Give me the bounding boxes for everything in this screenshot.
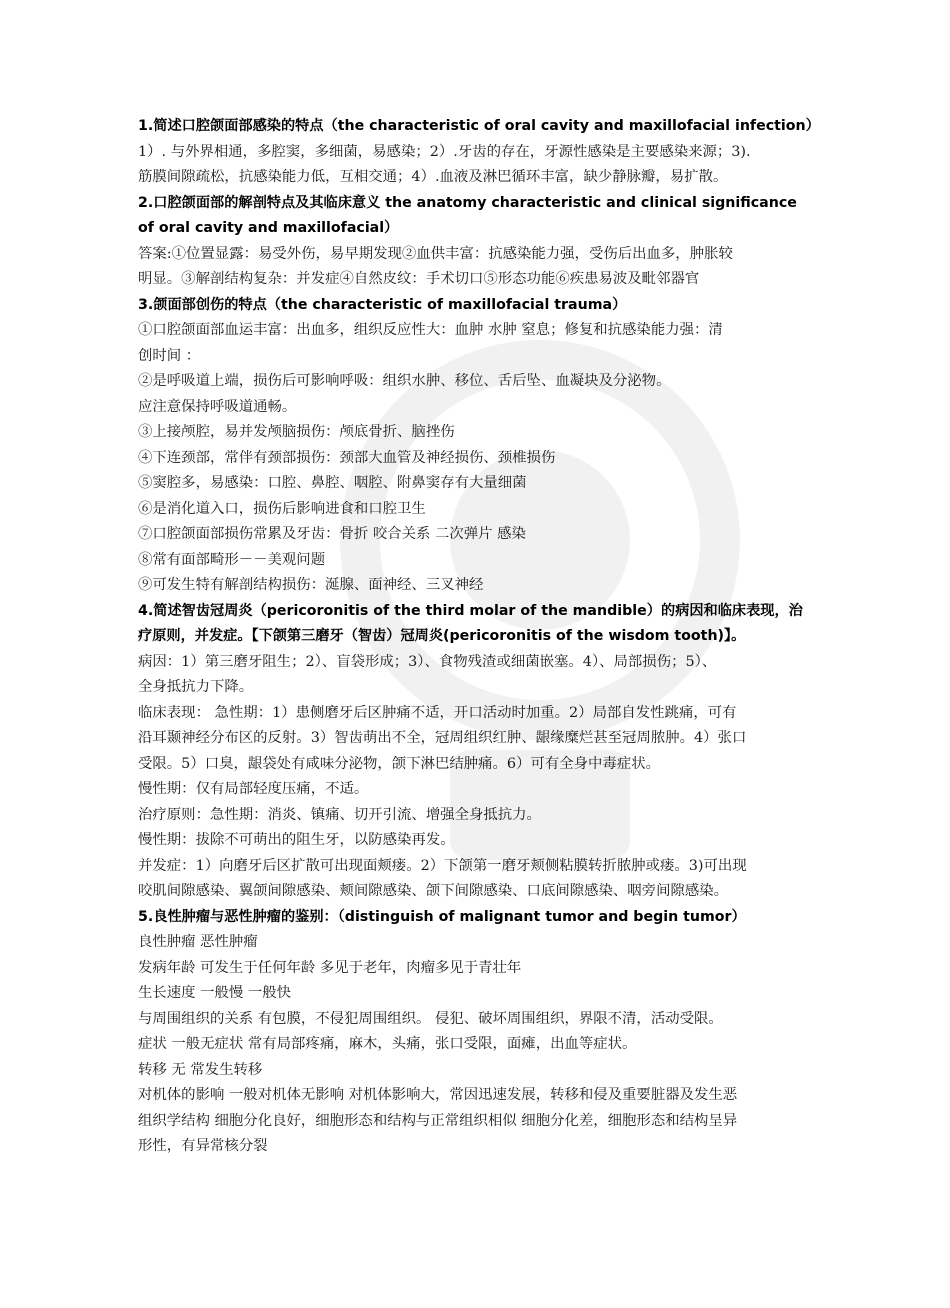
body-text-line: ⑤窦腔多，易感染：口腔、鼻腔、咽腔、附鼻窦存有大量细菌 xyxy=(138,475,527,491)
body-text-line: ⑨可发生特有解剖结构损伤：涎腺、面神经、三叉神经 xyxy=(138,577,484,593)
body-text-line: 症状 一般无症状 常有局部疼痛，麻木，头痛，张口受限，面瘫，出血等症状。 xyxy=(138,1036,637,1052)
body-text-line: 与周围组织的关系 有包膜，不侵犯周围组织。 侵犯、破坏周围组织，界限不清，活动受限。 xyxy=(138,1010,723,1027)
body-text-line: 1）. 与外界相通，多腔窦，多细菌，易感染；2）.牙齿的存在，牙源性感染是主要感染来源；3). xyxy=(138,143,751,160)
body-text-line: 转移 无 常发生转移 xyxy=(138,1061,263,1078)
body-text-line: 良性肿瘤 恶性肿瘤 xyxy=(138,934,258,950)
body-text-line: 创时间 ： xyxy=(138,347,201,364)
section-heading: of oral cavity and maxillofacial） xyxy=(138,220,399,236)
body-text-line: 对机体的影响 一般对机体无影响 对机体影响大，常因迅速发展，转移和侵及重要脏器及发生恶 xyxy=(138,1087,738,1103)
body-text-line: ④下连颈部，常伴有颈部损伤：颈部大血管及神经损伤、颈椎损伤 xyxy=(138,449,556,466)
body-text-line: ②是呼吸道上端，损伤后可影响呼吸：组织水肿、移位、舌后坠、血凝块及分泌物。 xyxy=(138,373,671,389)
section-heading: 2.口腔颌面部的解剖特点及其临床意义 the anatomy characteristic and clinical significance xyxy=(138,194,797,211)
body-text-line: 治疗原则：急性期：消炎、镇痛、切开引流、增强全身抵抗力。 xyxy=(138,806,541,823)
body-text-line: 组织学结构 细胞分化良好，细胞形态和结构与正常组织相似 细胞分化差，细胞形态和结构呈异 xyxy=(138,1112,738,1129)
section-heading: 1.简述口腔颌面部感染的特点（the characteristic of oral cavity and maxillofacial infection） xyxy=(138,118,820,134)
body-text-line: 答案:①位置显露：易受外伤，易早期发现②血供丰富：抗感染能力强，受伤后出血多，肿胀较 xyxy=(138,245,733,262)
body-text-line: 咬肌间隙感染、翼颌间隙感染、颊间隙感染、颌下间隙感染、口底间隙感染、咽旁间隙感染。 xyxy=(138,883,729,899)
body-text-line: 并发症：1）向磨牙后区扩散可出现面颊瘘。2）下颌第一磨牙颊侧粘膜转折脓肿或瘘。3)可出现 xyxy=(138,857,747,874)
body-text-line: 形性，有异常核分裂 xyxy=(138,1138,268,1154)
body-text-line: 发病年龄 可发生于任何年龄 多见于老年，肉瘤多见于青壮年 xyxy=(138,959,522,976)
body-text-line: ⑦口腔颌面部损伤常累及牙齿：骨折 咬合关系 二次弹片 感染 xyxy=(138,526,526,542)
section-heading: 疗原则，并发症。【下颌第三磨牙（智齿）冠周炎(pericoronitis of the wisdom tooth)】。 xyxy=(138,628,746,644)
body-text-line: 全身抵抗力下降。 xyxy=(138,679,254,695)
section-heading: 3.颌面部创伤的特点（the characteristic of maxillofacial trauma） xyxy=(138,296,627,313)
body-text-line: ①口腔颌面部血运丰富：出血多，组织反应性大：血肿 水肿 窒息；修复和抗感染能力强：清 xyxy=(138,322,723,338)
body-text-line: ⑥是消化道入口，损伤后影响进食和口腔卫生 xyxy=(138,500,426,517)
body-text-line: ⑧常有面部畸形－－美观问题 xyxy=(138,551,326,568)
document-page xyxy=(138,114,818,1160)
body-text-line: 临床表现： 急性期：1）患侧磨牙后区肿痛不适，开口活动时加重。2）局部自发性跳痛，可有 xyxy=(138,704,737,721)
body-text-line: 筋膜间隙疏松，抗感染能力低，互相交通；4）.血液及淋巴循环丰富，缺少静脉瓣，易扩散。 xyxy=(138,169,728,185)
body-text-line: 慢性期：仅有局部轻度压痛，不适。 xyxy=(138,781,369,797)
section-heading: 4.简述智齿冠周炎（pericoronitis of the third molar of the mandible）的病因和临床表现，治 xyxy=(138,602,803,619)
body-text-line: 病因：1）第三磨牙阻生；2）、盲袋形成；3）、食物残渣或细菌嵌塞。4）、局部损伤；5）、 xyxy=(138,653,717,670)
body-text-line: 沿耳颞神经分布区的反射。3）智齿萌出不全，冠周组织红肿、龈缘糜烂甚至冠周脓肿。4）张口 xyxy=(138,730,747,746)
body-text-line: ③上接颅腔，易并发颅脑损伤：颅底骨折、脑挫伤 xyxy=(138,424,455,440)
body-text-line: 明显。③解剖结构复杂：并发症④自然皮纹：手术切口⑤形态功能⑥疾患易波及毗邻器官 xyxy=(138,271,700,287)
section-heading: 5.良性肿瘤与恶性肿瘤的鉴别：（distinguish of malignant tumor and begin tumor） xyxy=(138,908,746,925)
body-text-line: 受限。5）口臭，龈袋处有咸味分泌物，颌下淋巴结肿痛。6）可有全身中毒症状。 xyxy=(138,755,660,772)
body-text-line: 应注意保持呼吸道通畅。 xyxy=(138,398,297,415)
body-text-line: 慢性期：拔除不可萌出的阻生牙，以防感染再发。 xyxy=(138,832,455,848)
body-text-line: 生长速度 一般慢 一般快 xyxy=(138,985,292,1001)
